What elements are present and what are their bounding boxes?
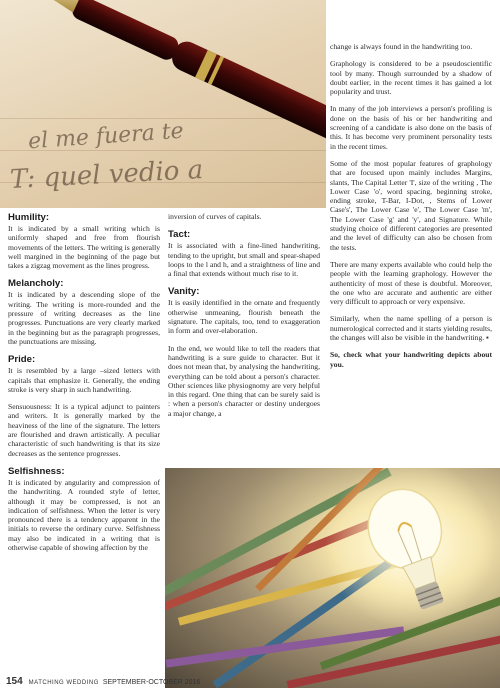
paragraph-interviews: In many of the job interviews a person's profiling is done on the basis of his or her handwriting and screening of a candidate is also done on the basis of this. It has become very prominent personality tests in the recent times. [330,104,492,151]
magazine-name: MATCHING WEDDING [28,680,99,686]
heading-selfishness: Selfishness: [8,465,65,477]
article-column-3 [330,42,492,377]
handwritten-script-line: el me fuera te [27,118,185,155]
paragraph-tact: It is associated with a fine-lined handwriting, tending to the upright, but small and spear-shaped loops to the l and h, and a straightness of line and a final that extends without much rise to it. [168,241,320,279]
paragraph-humility: It is indicated by a small writing which is uniformly shaped and free from flourish movements of the letters. The writing is generally well margined in the beginning of the page but takes a zigzag movement as the lines progress. [8,224,160,271]
issue-date: SEPTEMBER-OCTOBER 2016 [102,679,201,686]
paragraph-vanity: It is easily identified in the ornate and frequently otherwise unmeaning, flourish beneath the signature. The capitals, too, tend to exaggeration in form and over-elaboration. [168,298,320,336]
paragraph-experts: There are many experts available who could help the people with the learning graphology. However the authenticity of most of these is doubtful. Moreover, the one who are accurate and authentic are either very difficult to approach or very expensive. [330,259,492,307]
heading-tact: Tact: [168,229,191,241]
page-footer [6,676,200,688]
page-number: 154 [6,676,23,687]
paragraph-numerology: Similarly, when the name spelling of a person is numerological corrected and it starts yielding results, the changes will also be visible in the handwriting. ▪ [330,314,492,343]
paragraph-sensuousness: Sensuousness: It is a typical adjunct to painters and writers. It is generally marked by the heaviness of the line of the signature. The letters are flourished and drawn artistically. A peculiar characteristic of such handwriting is that its size decreases as the sentence progresses. [8,402,160,458]
paragraph-change: change is always found in the handwriting too. [330,42,473,51]
heading-melancholy: Melancholy: [8,278,64,290]
lightbulb-icon [165,468,500,688]
article-column-2 [168,212,320,426]
heading-pride: Pride: [8,354,36,366]
fountain-pen-icon [0,0,326,208]
paragraph-pride: It is resembled by a large –sized letters with capitals that emphasize it. Generally, the ending stroke is very sharp in such handwriting. [8,366,160,394]
lightbulb-pencils-photo [165,468,500,688]
fountain-pen-photo [0,0,326,208]
paragraph-graphology: Graphology is considered to be a pseudoscientific tool by many. Though surrounded by a shadow of doubt earlier, in the recent times it has gained a lot popularity and trust. [330,59,492,97]
closing-statement: So, check what your handwriting depicts about you. [330,350,492,369]
paragraph-melancholy: It is indicated by a descending slope of the writing. The writing is more-rounded and the pressure of writing decreases as the line progresses. Punctuations are very clearly marked in the beginning but as the paragraph progresses, the punctuations are missing. [8,290,160,346]
paragraph-features: Some of the most popular features of graphology that are focused upon mainly includes Margins, slants, The Capital Letter 'I', size of the writing , The Lower Case 'o', word spacing, beginning stroke, ending stroke, T-Bar, I-Dot, , Stems of Lower Case's', The Lower Case 'e', The Lower Case 'm', The Lower Case 'g' and 'y', and Signature. While studying choice of different categories are presented and the level of difficulty can also be chosen from the tests. [330,158,492,252]
paragraph-conclusion: In the end, we would like to tell the readers that handwriting is a sure guide to character. But it does not mean that, by analysing the handwriting, everything can be told about a person's character. Other sciences like physiognomy are very helpful in this regard. One thing that can be surely said is : when a person's character or destiny undergoes a major change, a [168,343,320,418]
article-column-1 [8,212,160,560]
handwritten-script-line: T: quel vedio a [9,154,204,196]
paragraph-inversion: inversion of curves of capitals. [168,212,262,221]
paragraph-selfishness: It is indicated by angularity and compression of the handwriting. A rounded style of letter, although it may be compressed, is not an indication of selfishness. When the letter is very pronounced there is a tendency apparent in the initials to reverse the ordinary curve. Selfishness may also be indicated in a writing that is otherwise capable of showing affection by the [8,477,160,553]
heading-humility: Humility: [8,212,50,223]
heading-vanity: Vanity: [168,286,200,298]
